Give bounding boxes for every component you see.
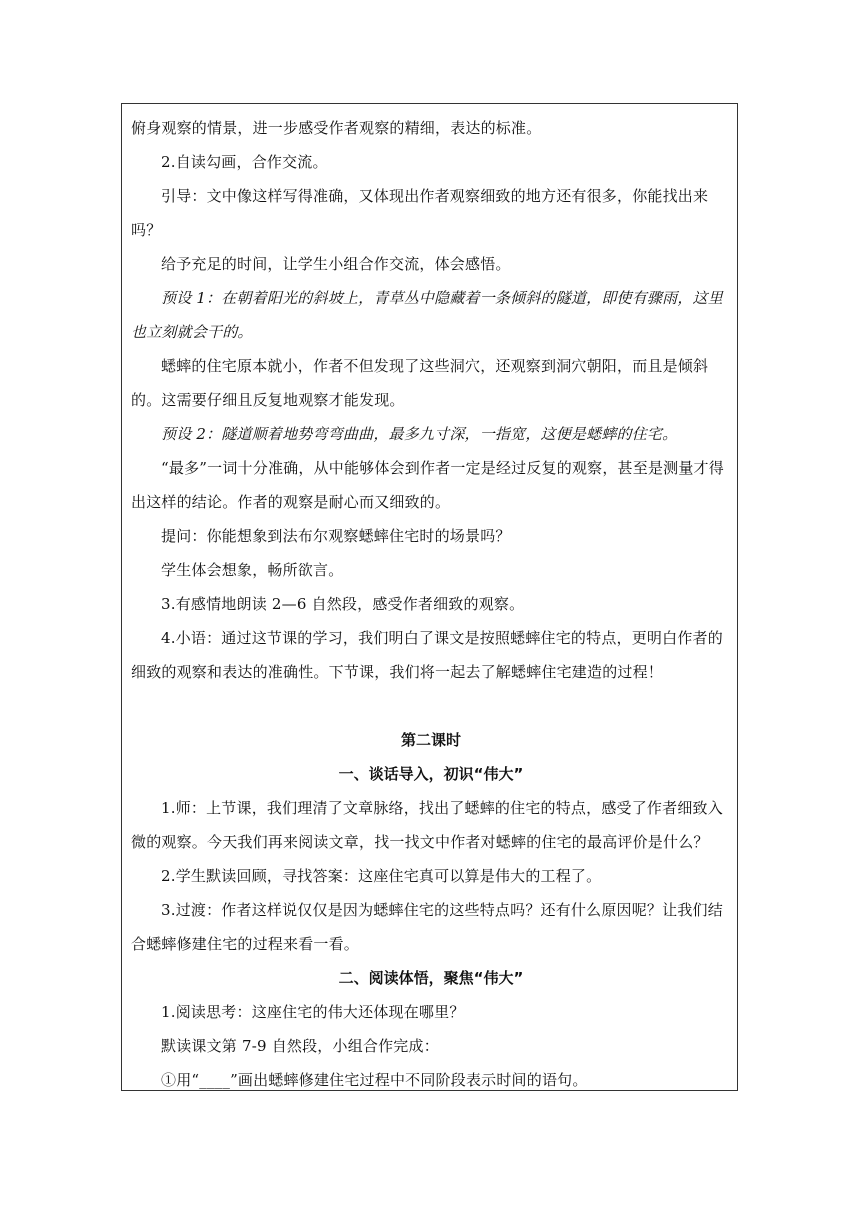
paragraph: 给予充足的时间，让学生小组合作交流，体会感悟。 (161, 255, 511, 273)
spacer (131, 689, 731, 723)
paragraph: 2.学生默读回顾，寻找答案：这座住宅真可以算是伟大的工程了。 (161, 867, 602, 885)
paragraph: 3.过渡：作者这样说仅仅是因为蟋蟀住宅的这些特点吗？还有什么原因呢？让我们结合蟋蟀修建住宅的过程来看一看。 (131, 901, 723, 953)
paragraph: 默读课文第 7-9 自然段，小组合作完成： (161, 1037, 439, 1055)
preset-quote: 预设 2：隧道顺着地势弯弯曲曲，最多九寸深，一指宽，这便是蟋蟀的住宅。 (161, 425, 678, 443)
paragraph: “最多”一词十分准确，从中能够体会到作者一定是经过反复的观察，甚至是测量才得出这样的结论。作者的观察是耐心而又细致的。 (131, 459, 724, 511)
paragraph: 引导：文中像这样写得准确，又体现出作者观察细致的地方还有很多，你能找出来吗？ (131, 187, 709, 239)
paragraph: 1.师：上节课，我们理清了文章脉络，找出了蟋蟀的住宅的特点，感受了作者细致入微的观察。今天我们再来阅读文章，找一找文中作者对蟋蟀的住宅的最高评价是什么？ (131, 799, 723, 851)
paragraph: 4.小语：通过这节课的学习，我们明白了课文是按照蟋蟀住宅的特点，更明白作者的细致的观察和表达的准确性。下节课，我们将一起去了解蟋蟀住宅建造的过程！ (131, 629, 723, 681)
document-body (131, 111, 731, 1097)
preset-quote: 预设 1：在朝着阳光的斜坡上，青草丛中隐藏着一条倾斜的隧道，即使有骤雨，这里也立刻就会干的。 (131, 289, 723, 341)
paragraph: 1.阅读思考：这座住宅的伟大还体现在哪里？ (161, 1003, 465, 1021)
paragraph: 俯身观察的情景，进一步感受作者观察的精细，表达的标准。 (131, 119, 542, 137)
section-heading: 二、阅读体悟，聚焦“伟大” (338, 969, 524, 987)
paragraph: 提问：你能想象到法布尔观察蟋蟀住宅时的场景吗？ (161, 527, 511, 545)
paragraph: 2.自读勾画，合作交流。 (161, 153, 328, 171)
paragraph: 3.有感情地朗读 2—6 自然段，感受作者细致的观察。 (161, 595, 525, 613)
paragraph: 学生体会想象，畅所欲言。 (161, 561, 344, 579)
paragraph: 蟋蟀的住宅原本就小，作者不但发现了这些洞穴，还观察到洞穴朝阳，而且是倾斜的。这需要仔细且反复地观察才能发现。 (131, 357, 709, 409)
lesson-title: 第二课时 (400, 731, 461, 749)
section-heading: 一、谈话导入，初识“伟大” (338, 765, 524, 783)
paragraph: ①用“____”画出蟋蟀修建住宅过程中不同阶段表示时间的语句。 (161, 1071, 588, 1089)
